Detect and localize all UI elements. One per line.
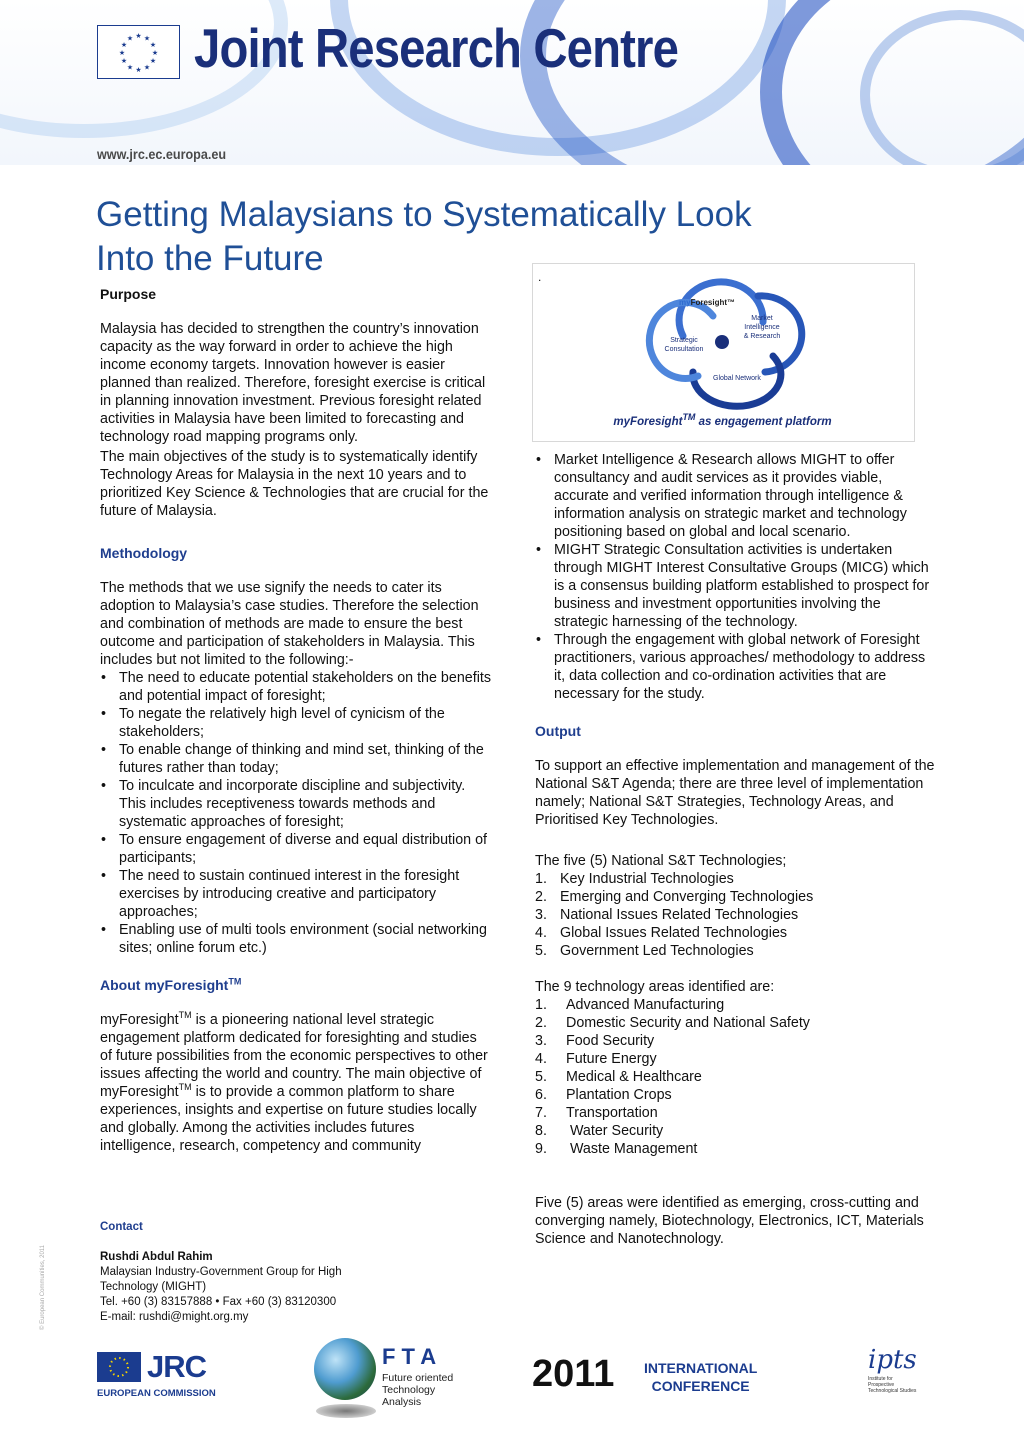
svg-text:★: ★ (126, 63, 134, 72)
purpose-heading: Purpose (100, 286, 157, 302)
node-strategic-label (659, 336, 709, 354)
node-market-label (737, 314, 787, 341)
list-item (535, 906, 935, 924)
svg-text:★: ★ (120, 41, 128, 49)
list-number: 2. (535, 1015, 547, 1031)
list-number: 7. (535, 1105, 547, 1121)
eu-flag-icon (97, 25, 180, 79)
jrc-logo-text: JRC (147, 1349, 207, 1384)
list-item (535, 924, 935, 942)
node-market-line: & Research (743, 333, 781, 340)
list-number: 9. (535, 1141, 547, 1157)
ipts-logo-text: ipts (868, 1345, 917, 1375)
list-item: • To inculcate and incorporate discipline and subjectivity. This includes receptiveness towards methods and systematic approaches of foresight; (100, 777, 492, 831)
output-paragraph: To support an effective implementation and management of the National S&T Agenda; there are three level of implementation namely; National S&T Strategies, Technology Areas, and Prioritised Key Technologies. (535, 758, 935, 828)
fta-sub-line: Analysis (382, 1396, 422, 1408)
nine-areas-list (535, 996, 935, 1158)
list-item (535, 870, 935, 888)
right-column (535, 451, 935, 1248)
list-item: • Market Intelligence & Research allows MIGHT to offer consultancy and audit services as it provides viable, accurate and verified information through intelligence & information analysis on strategic market and technology positioning based on global and local scenario. (535, 451, 935, 541)
list-item: • The need to sustain continued interest in the foresight exercises by introducing creative and participatory approaches; (100, 867, 492, 921)
engagement-list (535, 451, 935, 703)
figure-dot: . (538, 270, 542, 284)
list-item (535, 942, 935, 960)
list-item (535, 888, 935, 906)
list-item (535, 1086, 935, 1104)
svg-text:★: ★ (149, 41, 157, 49)
center-label-my: my (679, 298, 691, 307)
globe-shadow (316, 1404, 376, 1418)
list-number: 5. (535, 1069, 547, 1085)
svg-text:★: ★ (120, 57, 128, 65)
fta-sub-line: Technology (382, 1384, 436, 1396)
tm-mark: TM (178, 1082, 192, 1093)
contact-heading: Contact (100, 1221, 143, 1233)
fta-logo (312, 1338, 482, 1428)
about-text-b: is a pioneering national level strategic engagement platform dedicated for foresighting and studies of future possibilities from the economic perspectives to other issues affecting the world and country. The main objective of myForesight (100, 1012, 488, 1100)
svg-text:★: ★ (143, 34, 151, 43)
contact-phone: Tel. +60 (3) 83157888 • Fax +60 (3) 83120300 (100, 1296, 337, 1308)
contact-email[interactable]: E-mail: rushdi@might.org.my (100, 1311, 249, 1323)
ipts-sub (868, 1376, 938, 1394)
list-number: 6. (535, 1087, 547, 1103)
list-text: Transportation (566, 1105, 658, 1121)
svg-text:★: ★ (126, 34, 134, 43)
list-number: 1. (535, 997, 547, 1013)
list-item (535, 996, 935, 1014)
tm-mark: TM (682, 412, 696, 423)
ipts-logo (868, 1346, 938, 1406)
about-text-c: is to provide a common platform to share experiences, insights and expertise on future studies locally and globally. Among the activities includes futures intelligence, research, competency and community (100, 1084, 477, 1154)
nine-intro: The 9 technology areas identified are: (535, 979, 775, 995)
caption-text-a: myForesight (613, 416, 683, 428)
list-item: • Through the engagement with global network of Foresight practitioners, various approaches/ methodology to address it, data collection and co-ordination activities that are necessary for the study. (535, 631, 935, 703)
list-item: • To enable change of thinking and mind set, thinking of the futures rather than today; (100, 741, 492, 777)
title-line-1: Getting Malaysians to Systematically Look (96, 195, 752, 234)
center-label-rest: Foresight™ (690, 298, 736, 307)
svg-text:★: ★ (118, 49, 126, 57)
diagram-center-label (679, 298, 735, 307)
list-text: Medical & Healthcare (566, 1069, 702, 1085)
title-line-2: Into the Future (96, 239, 324, 278)
caption-text-b: as engagement platform (695, 416, 832, 428)
list-text: National Issues Related Technologies (560, 907, 799, 923)
contact-name: Rushdi Abdul Rahim (100, 1251, 213, 1263)
ipts-sub-line: Prospective (868, 1382, 895, 1388)
list-number: 5. (535, 943, 547, 959)
ipts-sub-line: Technological Studies (868, 1388, 917, 1394)
five-tech-list (535, 870, 935, 960)
conference-line-2: CONFERENCE (651, 1378, 750, 1394)
list-item: • The need to educate potential stakeholders on the benefits and potential impact of foresight; (100, 669, 492, 705)
list-item: • To ensure engagement of diverse and equal distribution of participants; (100, 831, 492, 867)
list-item: • Enabling use of multi tools environment (social networking sites; online forum etc.) (100, 921, 492, 957)
methodology-list (100, 669, 492, 957)
list-item: • To negate the relatively high level of cynicism of the stakeholders; (100, 705, 492, 741)
tm-mark: TM (178, 1010, 192, 1021)
list-item (535, 1032, 935, 1050)
conference-year: 2011 (532, 1353, 615, 1395)
about-heading (100, 976, 492, 994)
list-text: Advanced Manufacturing (566, 997, 725, 1013)
list-number: 8. (535, 1123, 547, 1139)
side-copyright: © European Communities, 2011 (40, 1244, 46, 1330)
conference-line-1: INTERNATIONAL (644, 1360, 758, 1376)
node-global-label: Global Network (713, 375, 761, 382)
output-heading: Output (535, 723, 581, 739)
conference-label (644, 1359, 757, 1395)
org-name: Joint Research Centre (194, 17, 679, 79)
org-url[interactable]: www.jrc.ec.europa.eu (97, 146, 227, 162)
list-item (535, 1050, 935, 1068)
about-paragraph (100, 1011, 492, 1155)
list-text: Global Issues Related Technologies (560, 925, 788, 941)
node-strategic-line: Strategic (670, 337, 698, 344)
list-text: Plantation Crops (566, 1087, 672, 1103)
list-number: 3. (535, 1033, 547, 1049)
list-text: Domestic Security and National Safety (566, 1015, 810, 1031)
svg-text:★: ★ (151, 49, 159, 57)
fta-sub-line: Future oriented (382, 1372, 454, 1384)
list-text: Future Energy (566, 1051, 657, 1067)
contact-block (100, 1220, 370, 1325)
list-number: 2. (535, 889, 547, 905)
list-item (535, 1140, 935, 1158)
tm-mark: TM (228, 976, 242, 987)
methodology-heading: Methodology (100, 545, 188, 561)
node-market-line: Market (751, 315, 773, 322)
left-column (100, 285, 492, 1155)
purpose-paragraph-2: The main objectives of the study is to systematically identify Technology Areas for Malaysia in the next 10 years and to prioritized Key Science & Technologies that are crucial for the future of Malaysia. (100, 449, 489, 519)
list-text: Government Led Technologies (560, 943, 754, 959)
globe-icon (314, 1338, 376, 1400)
list-text: Key Industrial Technologies (560, 871, 734, 887)
list-number: 3. (535, 907, 547, 923)
list-item (535, 1068, 935, 1086)
list-item: • MIGHT Strategic Consultation activities is undertaken through MIGHT Interest Consultative Groups (MICG) which is a consensus building platform established to prospect for business and investment opportunities involving the strategic harnessing of the technology. (535, 541, 935, 631)
fta-sub (382, 1372, 453, 1408)
list-text: Waste Management (566, 1141, 698, 1157)
fta-title: F T A (382, 1344, 437, 1369)
list-text: Emerging and Converging Technologies (560, 889, 814, 905)
svg-text:★: ★ (135, 66, 142, 74)
figure-caption (532, 412, 913, 428)
closing-paragraph: Five (5) areas were identified as emerging, cross-cutting and converging namely, Biotechnology, Electronics, ICT, Materials Science and Nanotechnology. (535, 1195, 924, 1247)
svg-text:★: ★ (143, 63, 151, 72)
list-text: Water Security (566, 1123, 664, 1139)
node-strategic-line: Consultation (664, 346, 704, 353)
list-item (535, 1104, 935, 1122)
list-number: 4. (535, 1051, 547, 1067)
list-item (535, 1014, 935, 1032)
svg-text:★: ★ (135, 32, 142, 40)
list-item (535, 1122, 935, 1140)
list-number: 4. (535, 925, 547, 941)
list-text: Food Security (566, 1033, 655, 1049)
purpose-paragraph-1: Malaysia has decided to strengthen the country’s innovation capacity as the way forward in order to achieve the high income economy targets. Innovation however is easier planned than realized. Therefore, foresight exercise is critical in planning innovation investment. Previous foresight related activities in Malaysia have been limited to forecasting and technology road mapping programs only. (100, 321, 486, 445)
list-number: 1. (535, 871, 547, 887)
node-market-line: Intelligence (744, 324, 780, 331)
jrc-logo (97, 1349, 216, 1402)
svg-text:★: ★ (149, 57, 157, 65)
eu-flag-small-icon (97, 1352, 141, 1382)
contact-org: Malaysian Industry-Government Group for High Technology (MIGHT) (100, 1266, 342, 1293)
methodology-paragraph: The methods that we use signify the needs to cater its adoption to Malaysia’s case studies. Therefore the selection and combination of methods are made to ensure the best outcome and participation of stakeholders in Malaysia. This includes but not limited to the following:- (100, 580, 479, 668)
ipts-sub-line: Institute for (868, 1376, 893, 1382)
about-heading-text: About myForesight (100, 977, 229, 993)
five-intro: The five (5) National S&T Technologies; (535, 853, 787, 869)
jrc-logo-sub: EUROPEAN COMMISSION (97, 1388, 216, 1399)
about-text-a: myForesight (100, 1012, 179, 1028)
